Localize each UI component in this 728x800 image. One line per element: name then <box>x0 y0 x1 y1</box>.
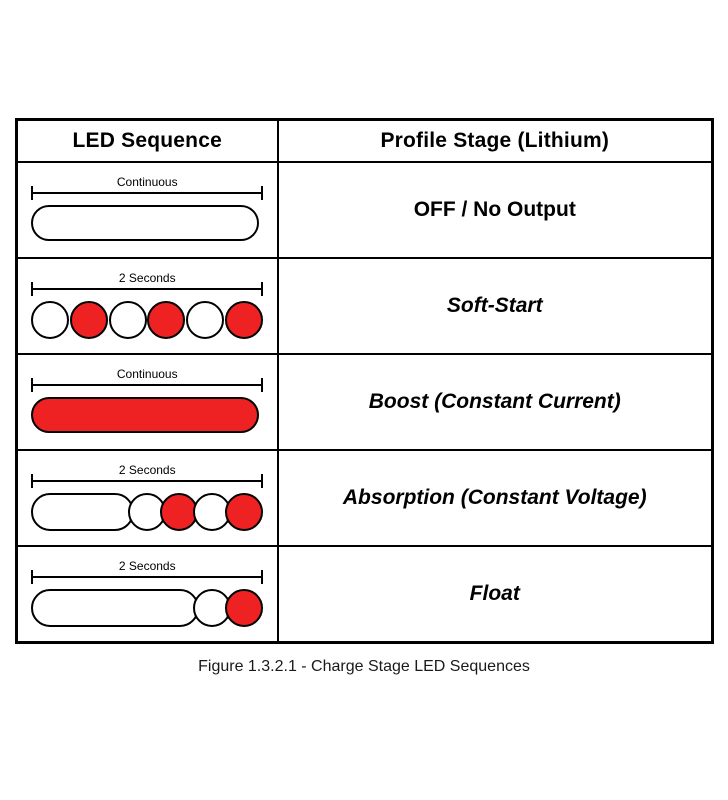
figure-caption: Figure 1.3.2.1 - Charge Stage LED Sequences <box>198 658 530 675</box>
table-row <box>16 162 712 258</box>
led-dot-off <box>186 301 224 339</box>
led-row <box>31 585 263 629</box>
led-row <box>31 489 263 533</box>
led-sequence-cell <box>16 258 278 354</box>
profile-stage-cell: Boost (Constant Current) <box>278 354 712 450</box>
timing-end-cap-left <box>31 570 33 584</box>
profile-stage-cell: Soft-Start <box>278 258 712 354</box>
timing-end-cap-right <box>261 282 263 296</box>
table-body <box>16 162 712 643</box>
led-sequence-graphic <box>31 463 263 533</box>
led-dot-off <box>31 301 69 339</box>
profile-stage-cell: Float <box>278 546 712 643</box>
led-dot-on <box>225 301 263 339</box>
timing-line <box>31 192 263 194</box>
led-sequence-graphic <box>31 175 263 245</box>
led-sequence-graphic <box>31 271 263 341</box>
led-sequence-table <box>15 118 714 644</box>
header-profile-stage: Profile Stage (Lithium) <box>278 120 712 163</box>
timing-dimension <box>31 559 263 585</box>
table-row <box>16 450 712 546</box>
profile-stage-cell: OFF / No Output <box>278 162 712 258</box>
timing-end-cap-left <box>31 282 33 296</box>
timing-end-cap-right <box>261 378 263 392</box>
led-sequence-graphic <box>31 367 263 437</box>
table-row <box>16 354 712 450</box>
timing-label: 2 Seconds <box>118 463 176 477</box>
timing-label: 2 Seconds <box>118 271 176 285</box>
profile-stage-cell: Absorption (Constant Voltage) <box>278 450 712 546</box>
led-sequence-cell <box>16 546 278 643</box>
timing-end-cap-right <box>261 474 263 488</box>
led-row <box>31 393 263 437</box>
figure-container <box>12 118 716 676</box>
led-dot-on <box>225 493 263 531</box>
led-sequence-cell <box>16 354 278 450</box>
led-dot-on <box>225 589 263 627</box>
timing-line <box>31 384 263 386</box>
header-led-sequence: LED Sequence <box>16 120 278 163</box>
timing-dimension <box>31 463 263 489</box>
table-header-row <box>16 120 712 163</box>
led-sequence-cell <box>16 162 278 258</box>
led-sequence-graphic <box>31 559 263 629</box>
timing-dimension <box>31 271 263 297</box>
led-dot-on <box>147 301 185 339</box>
timing-line <box>31 576 263 578</box>
led-dot-on <box>70 301 108 339</box>
led-bar-off <box>31 589 198 627</box>
timing-end-cap-right <box>261 570 263 584</box>
timing-dimension <box>31 175 263 201</box>
timing-end-cap-left <box>31 186 33 200</box>
table-row <box>16 546 712 643</box>
table-row <box>16 258 712 354</box>
timing-end-cap-left <box>31 378 33 392</box>
timing-label: Continuous <box>116 367 178 381</box>
timing-label: Continuous <box>116 175 178 189</box>
led-sequence-cell <box>16 450 278 546</box>
led-bar-off <box>31 205 259 241</box>
timing-dimension <box>31 367 263 393</box>
timing-line <box>31 480 263 482</box>
led-bar-on <box>31 397 259 433</box>
timing-label: 2 Seconds <box>118 559 176 573</box>
led-dot-off <box>109 301 147 339</box>
timing-line <box>31 288 263 290</box>
led-row <box>31 201 263 245</box>
timing-end-cap-right <box>261 186 263 200</box>
timing-end-cap-left <box>31 474 33 488</box>
led-bar-off <box>31 493 134 531</box>
led-row <box>31 297 263 341</box>
